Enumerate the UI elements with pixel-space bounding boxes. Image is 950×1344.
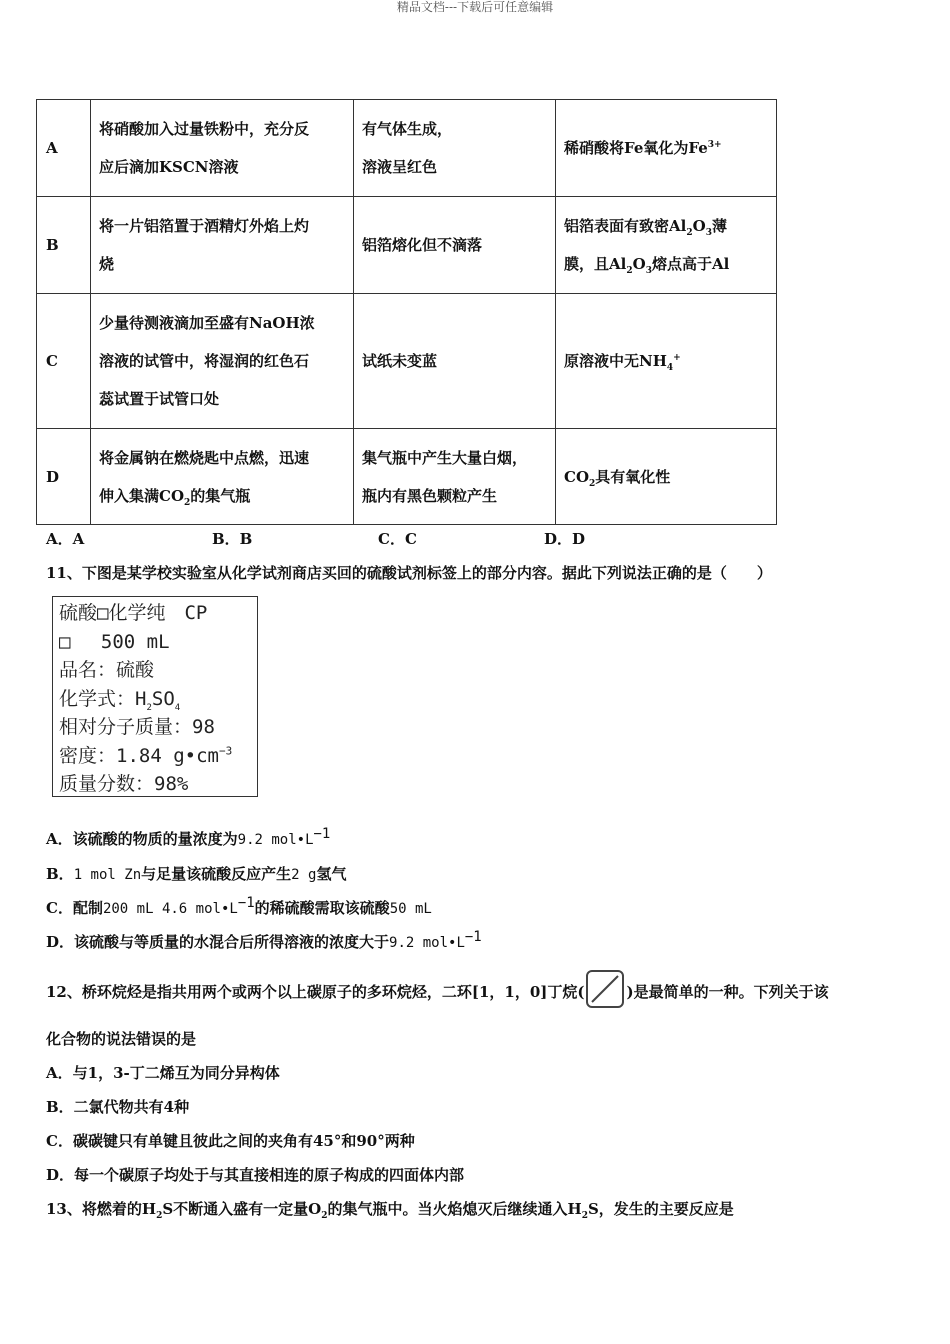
cell-text: 膜，且Al [564,255,627,273]
phenomenon-cell [354,294,556,429]
row-label: C [37,294,91,429]
subscript: 2 [184,497,191,508]
text: 1 mol Zn [73,867,142,883]
cell-text: 伸入集满CO [99,486,185,505]
superscript: −1 [313,826,331,842]
subscript: 3 [645,266,652,276]
bicyclobutane-structure-icon [586,970,624,1008]
superscript: −1 [237,895,255,911]
superscript: −1 [464,929,482,945]
text: S不断通入盛有一定量O [162,1200,322,1218]
q12-stem [46,978,829,1008]
operation-cell [91,294,354,429]
conclusion-cell [556,294,777,429]
text: 13、将燃着的H [46,1200,157,1218]
operation-cell [91,197,354,294]
text: 200 mL 4.6 mol•L [102,901,238,917]
phenomenon-cell [354,429,556,525]
q10-options [46,528,585,549]
q12-option-c: C．碳碳键只有单键且彼此之间的夹角有45°和90°两种 [46,1132,415,1150]
cell-text: 铝箔熔化但不滴落 [362,236,483,254]
cell-text: O [632,255,646,273]
cell-line [564,245,768,283]
q12-stem-cont: 化合物的说法错误的是 [46,1030,197,1048]
subscript: 2 [156,1211,163,1221]
cell-text: CO [564,467,590,486]
q11-option-a [46,828,330,849]
phenomenon-cell [354,100,556,197]
row-label: D [37,429,91,525]
cell-text: 稀硝酸将Fe氧化为Fe [564,139,708,157]
label-line [59,742,257,771]
label-text: SO [151,687,175,710]
text: 2 g [291,867,317,883]
superscript: + [673,353,681,363]
cell-line: 将金属钠在燃烧匙中点燃，迅速 [99,448,310,467]
q12-option-d: D．每一个碳原子均处于与其直接相连的原子构成的四面体内部 [46,1166,465,1184]
label-line: □ 500 mL [59,630,170,653]
table-row [37,429,777,525]
q11-option-c [46,897,432,918]
cell-text: 的集气瓶 [190,486,251,505]
text: 12、桥环烷烃是指共用两个或两个以上碳原子的多环烷烃，二环[1，1，0]丁烷( [46,983,585,1001]
option-d: D．D [544,530,586,548]
text: 9.2 mol•L [237,832,314,848]
row-label: B [37,197,91,294]
conclusion-cell [556,100,777,197]
subscript: 2 [321,1211,328,1221]
cell-line: 应后滴加KSCN溶液 [99,158,239,176]
conclusion-cell [556,429,777,525]
cell-line: 烧 [99,255,115,273]
q11-stem: 11、下图是某学校实验室从化学试剂商店买回的硫酸试剂标签上的部分内容。据此下列说法正确的是（ ） [46,564,772,582]
text: 9.2 mol•L [389,935,465,951]
subscript: 2 [146,702,152,713]
q11-option-d [46,931,482,952]
option-a: A．A [46,530,85,548]
operation-cell [91,429,354,525]
table-row [37,197,777,294]
cell-line [99,477,345,515]
cell-line: 瓶内有黑色颗粒产生 [362,486,498,505]
conclusion-cell [556,197,777,294]
cell-text: 原溶液中无NH [564,352,667,370]
q13-stem [46,1198,734,1219]
cell-text: 熔点高于Al [651,255,730,273]
label-text: 化学式：H [59,687,147,710]
text: D．该硫酸与等质量的水混合后所得溶液的浓度大于 [46,933,390,951]
cell-line [564,207,768,245]
cell-line: 蕊试置于试管口处 [99,390,220,408]
subscript: 2 [686,228,693,238]
cell-text: 薄 [711,217,727,235]
superscript: 3+ [707,140,722,150]
subscript: 2 [626,266,633,276]
cell-line: 溶液的试管中，将湿润的红色石 [99,352,310,370]
text: 的集气瓶中。当火焰熄灭后继续通入H [327,1200,582,1218]
text: S，发生的主要反应是 [587,1200,734,1218]
option-b: B．B [212,530,253,548]
cell-line: 少量待测液滴加至盛有NaOH浓 [99,314,315,332]
q11-option-b [46,863,346,884]
experiment-table [36,99,777,525]
subscript: 2 [589,478,596,489]
cell-text: O [692,217,706,235]
cell-line: 有气体生成， [362,120,453,138]
text: )是最简单的一种。下列关于该 [626,983,829,1001]
text: B． [46,865,74,883]
label-line: 质量分数：98% [59,773,189,795]
text: 的稀硫酸需取该硫酸 [254,899,390,917]
subscript: 4 [174,702,181,713]
superscript: −3 [218,744,233,758]
cell-line: 将硝酸加入过量铁粉中，充分反 [99,120,310,138]
cell-text: 具有氧化性 [595,467,671,486]
cell-line: 溶液呈红色 [362,158,438,176]
cell-text: 铝箔表面有致密Al [564,217,687,235]
cell-text: 试纸未变蓝 [362,352,438,370]
label-text: 密度：1.84 g•cm [59,744,219,767]
label-line: 硫酸□化学纯 CP [59,602,208,624]
phenomenon-cell [354,197,556,294]
page-header: 精品文档---下载后可任意编辑 [396,0,554,14]
subscript: 3 [705,228,712,238]
operation-cell [91,100,354,197]
table-row [37,100,777,197]
text: C．配制 [46,899,103,917]
reagent-label [52,596,258,797]
cell-line: 将一片铝箔置于酒精灯外焰上灼 [99,217,310,235]
table-row [37,294,777,429]
subscript: 4 [666,363,674,373]
subscript: 2 [581,1211,588,1221]
q12-option-b: B．二氯代物共有4种 [46,1098,190,1116]
label-line: 品名：硫酸 [59,659,155,681]
text: 50 mL [389,901,432,917]
text: A．该硫酸的物质的量浓度为 [46,830,238,848]
option-c: C．C [378,530,417,548]
text: 氢气 [316,865,347,883]
q12-option-a: A．与1，3-丁二烯互为同分异构体 [46,1064,280,1082]
row-label: A [37,100,91,197]
text: 与足量该硫酸反应产生 [141,865,292,883]
label-line [59,685,257,714]
label-line: 相对分子质量：98 [59,716,215,738]
cell-line: 集气瓶中产生大量白烟， [362,448,528,467]
